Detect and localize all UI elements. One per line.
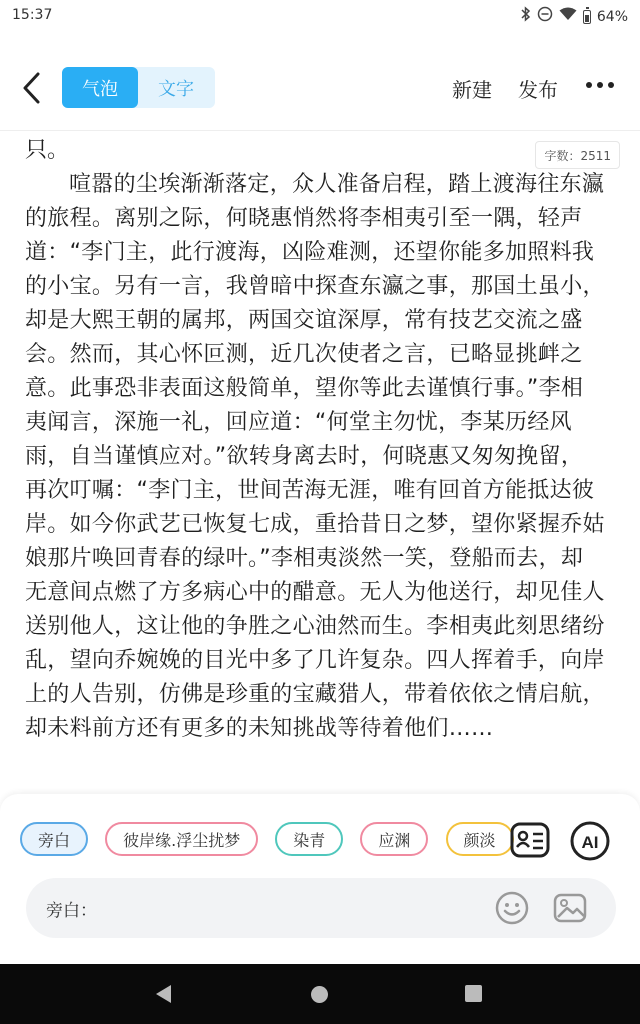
bluetooth-icon <box>521 6 531 27</box>
role-chip[interactable]: 旁白 <box>20 822 88 856</box>
system-nav-bar <box>0 964 640 1024</box>
status-bar <box>0 0 640 32</box>
back-button[interactable] <box>18 70 48 106</box>
top-bar <box>0 60 640 116</box>
publish-button[interactable]: 发布 <box>518 78 558 102</box>
role-chip[interactable]: 颜淡 <box>446 822 514 856</box>
bottom-panel <box>0 794 640 964</box>
contact-card-icon <box>510 820 550 860</box>
wifi-icon <box>559 7 577 26</box>
ai-icon <box>569 820 611 862</box>
more-dot-icon <box>597 82 603 88</box>
more-dot-icon <box>586 82 592 88</box>
dnd-icon <box>537 6 553 27</box>
story-content[interactable] <box>25 134 605 746</box>
ai-button[interactable] <box>569 820 609 860</box>
role-chips <box>20 822 496 860</box>
image-icon <box>552 890 588 926</box>
story-paragraph: 喧嚣的尘埃渐渐落定，众人准备启程，踏上渡海往东瀛的旅程。离别之际，何晓惠悄然将李相夷引至一隅，轻声道：“李门主，此行渡海，凶险难测，还望你能多加照料我的小宝。另有一言，我曾暗中探查东瀛之事，那国土虽小，却是大熙王朝的属邦，两国交谊深厚，常有技艺交流之盛会。然而，其心怀叵测，近几次使者之言，已略显挑衅之意。此事恐非表面这般简单，望你等此去谨慎行事。”李相夷闻言，深施一礼，回应道：“何堂主勿忧，李某历经风雨，自当谨慎应对。”欲转身离去时，何晓惠又匆匆挽留，再次叮嘱：“李门主，世间苦海无涯，唯有回首方能抵达彼岸。如今你武艺已恢复七成，重拾昔日之梦，望你紧握乔姑娘那片唤回青春的绿叶。”李相夷淡然一笑，登船而去，却无意间点燃了方多病心中的醋意。无人为他送行，却见佳人送别他人，这让他的争胜之心油然而生。李相夷此刻思绪纷乱，望向乔婉娩的目光中多了几许复杂。四人挥着手，向岸上的人告别，仿佛是珍重的宝藏猎人，带着依依之情启航，却未料前方还有更多的未知挑战等待着他们…… <box>25 172 605 741</box>
svg-text:AI: AI <box>581 833 599 852</box>
dialogue-input-bar <box>26 878 616 938</box>
header-divider <box>0 130 640 131</box>
nav-back-icon[interactable] <box>154 984 172 1004</box>
mode-switch <box>62 67 215 108</box>
dialogue-input[interactable] <box>96 894 480 924</box>
word-count-badge: 字数：2511 <box>535 141 620 169</box>
role-list-button[interactable] <box>510 820 550 860</box>
role-chip[interactable]: 染青 <box>275 822 343 856</box>
tab-text[interactable]: 文字 <box>158 78 194 100</box>
tab-bubble[interactable]: 气泡 <box>62 67 138 108</box>
battery-level: 64% <box>596 8 628 25</box>
status-icons <box>521 6 628 27</box>
new-button[interactable]: 新建 <box>452 78 492 102</box>
nav-recents-icon[interactable] <box>465 985 482 1002</box>
chevron-left-icon <box>18 70 48 106</box>
input-role-label: 旁白： <box>46 901 97 921</box>
smiley-icon <box>494 890 530 926</box>
image-button[interactable] <box>552 890 588 926</box>
status-time: 15:37 <box>12 7 53 23</box>
battery-icon <box>583 10 591 24</box>
emoji-button[interactable] <box>494 890 530 926</box>
more-button[interactable] <box>586 82 614 88</box>
role-chip[interactable]: 彼岸缘.浮尘扰梦 <box>105 822 258 856</box>
previous-line: 只。 <box>25 138 70 163</box>
role-chip[interactable]: 应渊 <box>360 822 428 856</box>
nav-home-icon[interactable] <box>311 986 328 1003</box>
more-dot-icon <box>608 82 614 88</box>
